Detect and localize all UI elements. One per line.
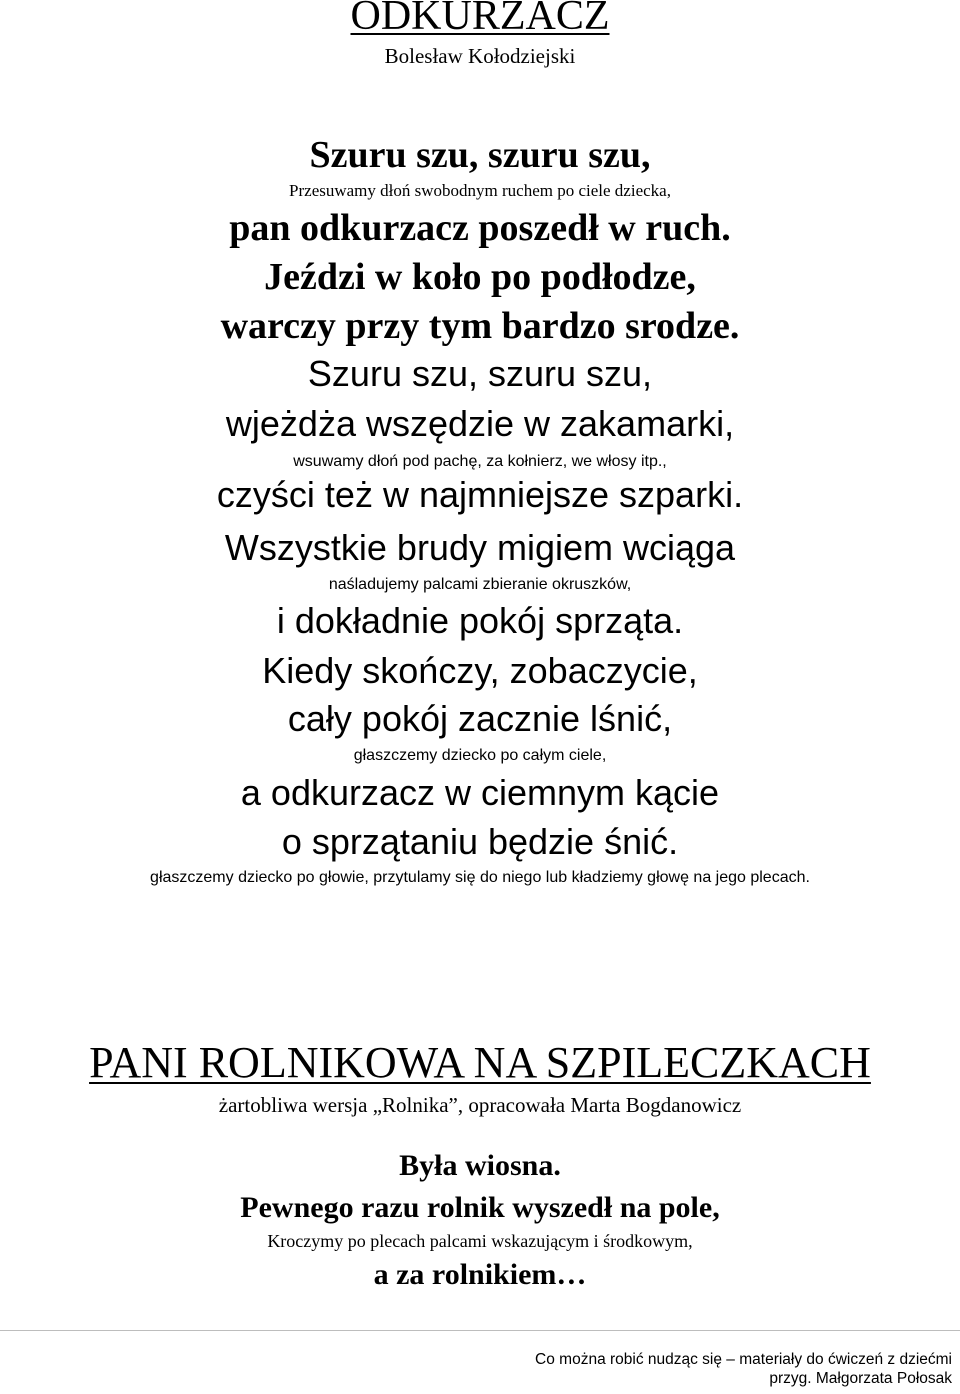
- verse-line: pan odkurzacz poszedł w ruch.: [229, 207, 731, 249]
- verse-line: Pewnego razu rolnik wyszedł na pole,: [240, 1191, 720, 1224]
- instruction-note: naśladujemy palcami zbieranie okruszków,: [328, 576, 632, 593]
- verse-line: Szuru szu, szuru szu,: [307, 353, 653, 394]
- verse-line: Szuru szu, szuru szu,: [309, 134, 651, 176]
- verse-line: Była wiosna.: [399, 1149, 561, 1182]
- verse-line: o sprzątaniu będzie śnić.: [281, 821, 679, 862]
- instruction-note: głaszczemy dziecko po głowie, przytulamy się do niego lub kładziemy głowę na jego plecach.: [150, 869, 810, 886]
- instruction-note: Kroczymy po plecach palcami wskazującym i środkowym,: [267, 1231, 693, 1251]
- footer-line: Co można robić nudząc się – materiały do ćwiczeń z dziećmi: [535, 1351, 952, 1368]
- instruction-note: głaszczemy dziecko po całym ciele,: [353, 747, 607, 764]
- poem-author: Bolesław Kołodziejski: [384, 44, 576, 68]
- verse-line: czyści też w najmniejsze szparki.: [216, 474, 744, 515]
- verse-line: wjeżdża wszędzie w zakamarki,: [225, 403, 735, 444]
- verse-line: i dokładnie pokój sprząta.: [276, 600, 684, 641]
- verse-line: Wszystkie brudy migiem wciąga: [224, 527, 736, 568]
- instruction-note: wsuwamy dłoń pod pachę, za kołnierz, we włosy itp.,: [293, 453, 667, 470]
- verse-line: warczy przy tym bardzo srodze.: [220, 305, 740, 347]
- poem-title: ODKURZACZ: [350, 0, 610, 39]
- verse-line: Kiedy skończy, zobaczycie,: [262, 650, 698, 691]
- footer-author: przyg. Małgorzata Połosak: [769, 1370, 952, 1387]
- instruction-note: Przesuwamy dłoń swobodnym ruchem po ciele dziecka,: [289, 181, 671, 200]
- footer-divider: [0, 1330, 960, 1331]
- poem-subtitle: żartobliwa wersja „Rolnika”, opracowała Marta Bogdanowicz: [218, 1093, 742, 1117]
- verse-line: a za rolnikiem…: [373, 1258, 587, 1291]
- poem-title: PANI ROLNIKOWA NA SZPILECZKACH: [89, 1038, 871, 1087]
- verse-line: Jeździ w koło po podłodze,: [264, 256, 696, 298]
- verse-line: cały pokój zacznie lśnić,: [287, 698, 673, 739]
- verse-line: a odkurzacz w ciemnym kącie: [240, 772, 720, 813]
